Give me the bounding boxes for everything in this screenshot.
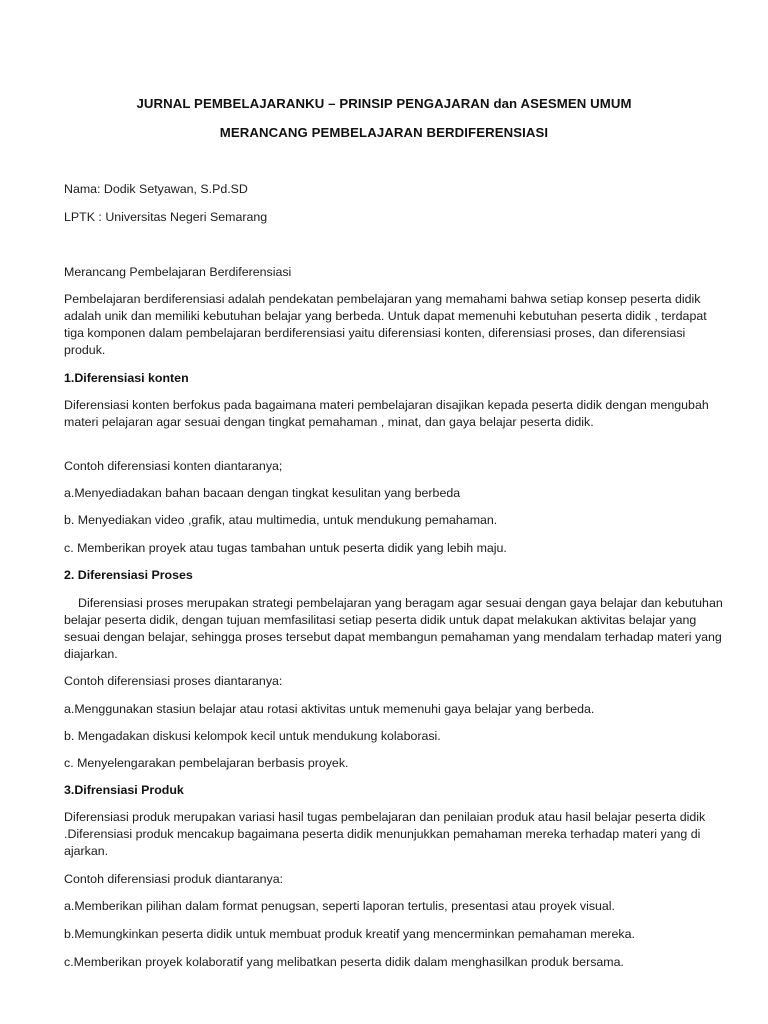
produk-item-c: c.Memberikan proyek kolaboratif yang melibatkan peserta didik dalam menghasilkan produk bersama. [64, 955, 624, 969]
proses-item-b: b. Mengadakan diskusi kelompok kecil untuk mendukung kolaborasi. [64, 729, 441, 743]
proses-item-c: c. Menyelengarakan pembelajaran berbasis proyek. [64, 756, 349, 770]
konten-item-c: c. Memberikan proyek atau tugas tambahan untuk peserta didik yang lebih maju. [64, 541, 507, 555]
intro-paragraph: Pembelajaran berdiferensiasi adalah pendekatan pembelajaran yang memahami bahwa setiap konsep peserta didik adalah unik dan memiliki kebutuhan belajar yang berbeda. Untuk dapat memenuhi kebutuhan peserta didik , terdapat tiga komponen dalam pembelajaran berdiferensiasi yaitu diferensiasi konten, diferensiasi proses, dan diferensiasi produk. [64, 292, 707, 357]
author-name: Nama: Dodik Setyawan, S.Pd.SD [64, 182, 248, 196]
produk-item-b: b.Memungkinkan peserta didik untuk membuat produk kreatif yang mencerminkan pemahaman mereka. [64, 927, 635, 941]
proses-paragraph: Diferensiasi proses merupakan strategi pembelajaran yang beragam agar sesuai dengan gaya belajar dan kebutuhan belajar peserta didik, dengan tujuan memfasilitasi setiap peserta didik untuk dapat melakukan aktivitas belajar yang sesuai dengan belajar, sehingga proses tersebut dapat membangun pemahaman yang mendalam terhadap materi yang diajarkan. [64, 596, 723, 661]
document-subtitle: MERANCANG PEMBELAJARAN BERDIFERENSIASI [219, 125, 549, 140]
document-title: JURNAL PEMBELAJARANKU – PRINSIP PENGAJARAN dan ASESMEN UMUM [136, 96, 632, 111]
section-heading: Merancang Pembelajaran Berdiferensiasi [64, 265, 292, 279]
proses-item-a: a.Menggunakan stasiun belajar atau rotasi aktivitas untuk memenuhi gaya belajar yang berbeda. [64, 702, 595, 716]
proses-heading: 2. Diferensiasi Proses [64, 568, 193, 582]
produk-paragraph: Diferensiasi produk merupakan variasi hasil tugas pembelajaran dan penilaian produk atau hasil belajar peserta didik .Diferensiasi produk mencakup bagaimana peserta didik menunjukkan pemahaman mereka terhadap materi yang di ajarkan. [64, 810, 706, 858]
konten-item-a: a.Menyediadakan bahan bacaan dengan tingkat kesulitan yang berbeda [64, 486, 461, 500]
konten-paragraph: Diferensiasi konten berfokus pada bagaimana materi pembelajaran disajikan kepada peserta didik dengan mengubah materi pelajaran agar sesuai dengan tingkat pemahaman , minat, dan gaya belajar peserta didik. [64, 398, 709, 429]
produk-item-a: a.Memberikan pilihan dalam format penugsan, seperti laporan tertulis, presentasi atau proyek visual. [64, 899, 615, 913]
konten-item-b: b. Menyediakan video ,grafik, atau multimedia, untuk mendukung pemahaman. [64, 513, 498, 527]
proses-contoh: Contoh diferensiasi proses diantaranya: [64, 674, 283, 688]
produk-heading: 3.Difrensiasi Produk [64, 783, 184, 797]
konten-heading: 1.Diferensiasi konten [64, 371, 189, 385]
konten-contoh: Contoh diferensiasi konten diantaranya; [64, 459, 283, 473]
produk-contoh: Contoh diferensiasi produk diantaranya: [64, 872, 284, 886]
author-lptk: LPTK : Universitas Negeri Semarang [64, 210, 268, 224]
